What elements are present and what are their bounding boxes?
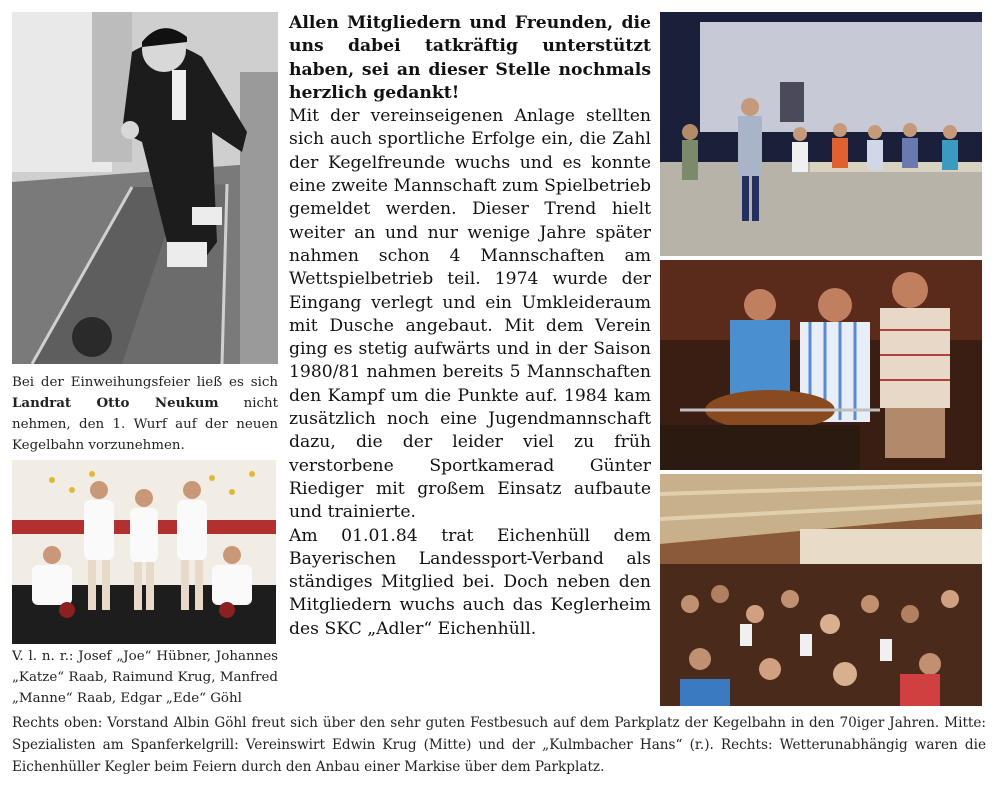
caption-bowler-text-after: nicht nehmen, den 1. Wurf auf der neuen Kegelbahn vorzunehmen. — [12, 396, 278, 453]
caption-bowler-name: Landrat Otto Neukum — [12, 395, 219, 411]
paragraph-history: Mit der vereinseigenen Anlage stellten sich auch sportliche Erfolge ein, die Zahl der Kegelfreunde wuchs und es konnte eine zweite Mannschaft zum Spielbetrieb gemeldet werden. Dieser Trend hielt weiter an und nur wenige Jahre später nahmen schon 4 Mannschaften am Wettspielbetrieb teil. 1974 wurde der Eingang verlegt und ein Umkleideraum mit Dusche angebaut. Mit dem Verein ging es stetig aufwärts und in der Saison 1980/81 nahmen bereits 5 Mannschaften den Kampf um die Punkte auf. 1984 kam zusätzlich noch eine Jugendmannschaft dazu, die der leider viel zu früh verstorbene Sportkamerad Günter Riediger mit großem Einsatz aufbaute und trainierte. — [289, 106, 651, 523]
caption-bowler-text-before: Bei der Einweihungsfeier ließ es sich — [12, 375, 278, 390]
headline: Allen Mitgliedern und Freunden, die uns dabei tatkräftig unterstützt haben, sei an dieser Stelle nochmals herzlich gedankt! — [289, 13, 651, 103]
caption-bowler — [12, 372, 278, 456]
paragraph-membership: Am 01.01.84 trat Eichenhüll dem Bayerischen Landessport-Verband als ständiges Mitglied bei. Doch neben den Mitgliedern wuchs auch das Keglerheim des SKC „Adler“ Eichenhüll. — [289, 525, 651, 639]
photo-bowler — [12, 12, 278, 364]
photo-team — [12, 460, 276, 644]
caption-bottom: Rechts oben: Vorstand Albin Göhl freut sich über den sehr guten Festbesuch auf dem Parkplatz der Kegelbahn in den 70iger Jahren. Mitte: Spezialisten am Spanferkelgrill: Vereinswirt Edwin Krug (Mitte) und der „Kulmbacher Hans“ (r.). Rechts: Wetterunabhängig waren die Eichenhüller Kegler beim Feiern durch den Anbau einer Markise über dem Parkplatz. — [12, 715, 986, 775]
photo-tent — [660, 474, 982, 706]
caption-team: V. l. n. r.: Josef „Joe“ Hübner, Johannes „Katze“ Raab, Raimund Krug, Manfred „Manne“ Raab, Edgar „Ede“ Göhl — [12, 649, 278, 706]
photo-party — [660, 12, 982, 256]
main-text-column — [289, 12, 651, 641]
photo-grill — [660, 260, 982, 470]
